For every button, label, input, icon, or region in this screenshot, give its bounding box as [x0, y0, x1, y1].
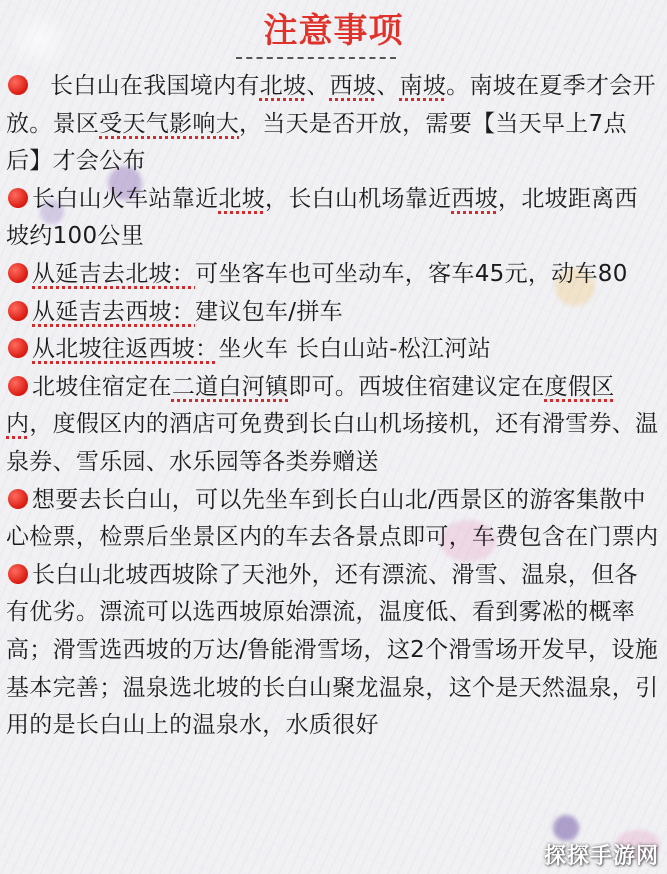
highlighted-text: 二道白河镇: [171, 373, 289, 400]
highlighted-text: 北坡: [259, 73, 307, 99]
red-dot-icon: [8, 564, 28, 584]
decorative-ink-blot: [553, 815, 579, 841]
watermark: 探探手游网: [543, 844, 659, 869]
red-dot-icon: [8, 301, 28, 321]
note-text: 坐火车 长白山站-松江河站: [218, 336, 491, 363]
note-item: [6, 68, 661, 181]
note-text: 想要去长白山，可以先坐车到长白山北/西景区的游客集散中心检票，检票后坐景区内的车去各景点即可，车费包含在门票内: [6, 486, 659, 551]
note-text: 。南坡在夏季才会开放。景区: [6, 73, 656, 137]
title-area: [0, 8, 667, 54]
note-text: 长白山北坡西坡除了天池外，还有漂流、滑雪、温泉，但各有优劣。漂流可以选西坡原始漂流，温度低、看到雾凇的概率高；滑雪选西坡的万达/鲁能滑雪场，这2个滑雪场开发早，设施基本完善；温泉选北坡的长白山聚龙温泉，这个是天然温泉，引用的是长白山上的温泉水，水质很好: [6, 561, 659, 739]
note-text: 可坐客车也可坐动车，客车45元，动车80: [195, 260, 628, 287]
note-item: [6, 369, 661, 482]
highlighted-text: 受天气影响大: [99, 110, 240, 137]
note-text: 长白山火车站靠近: [32, 185, 219, 212]
note-text: ，当天是否开放，需要【当天早上7点后】才会公布: [6, 110, 627, 175]
title-underline: [236, 57, 396, 59]
note-text: 、: [376, 73, 400, 99]
red-dot-icon: [8, 188, 28, 208]
highlighted-text: 西坡: [329, 73, 377, 99]
highlighted-text: 北坡: [218, 185, 266, 212]
note-item: [6, 482, 661, 557]
highlighted-text: 从延吉去北坡：: [32, 260, 196, 287]
red-dot-icon: [8, 489, 28, 509]
note-item: [6, 256, 661, 294]
note-text: ，北坡距离西坡约100公里: [6, 185, 638, 250]
note-text: 建议包车/拼车: [195, 298, 343, 325]
red-dot-icon: [8, 338, 28, 358]
note-text: 北坡住宿定在: [32, 373, 172, 400]
note-text: ，长白山机场靠近: [265, 185, 452, 212]
highlighted-text: 度假区内: [6, 373, 615, 438]
note-text: ，度假区内的酒店可免费到长白山机场接机，还有滑雪券、温泉券、雪乐园、水乐园等各类券赠送: [6, 411, 659, 475]
highlighted-text: 南坡: [399, 73, 447, 99]
highlighted-text: 从北坡往返西坡：: [32, 336, 219, 363]
note-text: 即可。西坡住宿建议定在: [288, 373, 545, 400]
note-item: [6, 294, 661, 332]
page-title: 注意事项: [263, 11, 404, 51]
red-dot-icon: [8, 376, 28, 396]
note-item: [6, 331, 661, 369]
red-dot-icon: [8, 75, 28, 95]
note-text: 、: [306, 73, 330, 99]
highlighted-text: 从延吉去西坡：: [32, 298, 196, 325]
highlighted-text: 西坡: [451, 185, 499, 212]
notes-list: [6, 68, 661, 745]
note-item: [6, 557, 661, 745]
red-dot-icon: [8, 263, 28, 283]
note-text: 长白山在我国境内有: [50, 73, 260, 99]
note-item: [6, 181, 661, 256]
